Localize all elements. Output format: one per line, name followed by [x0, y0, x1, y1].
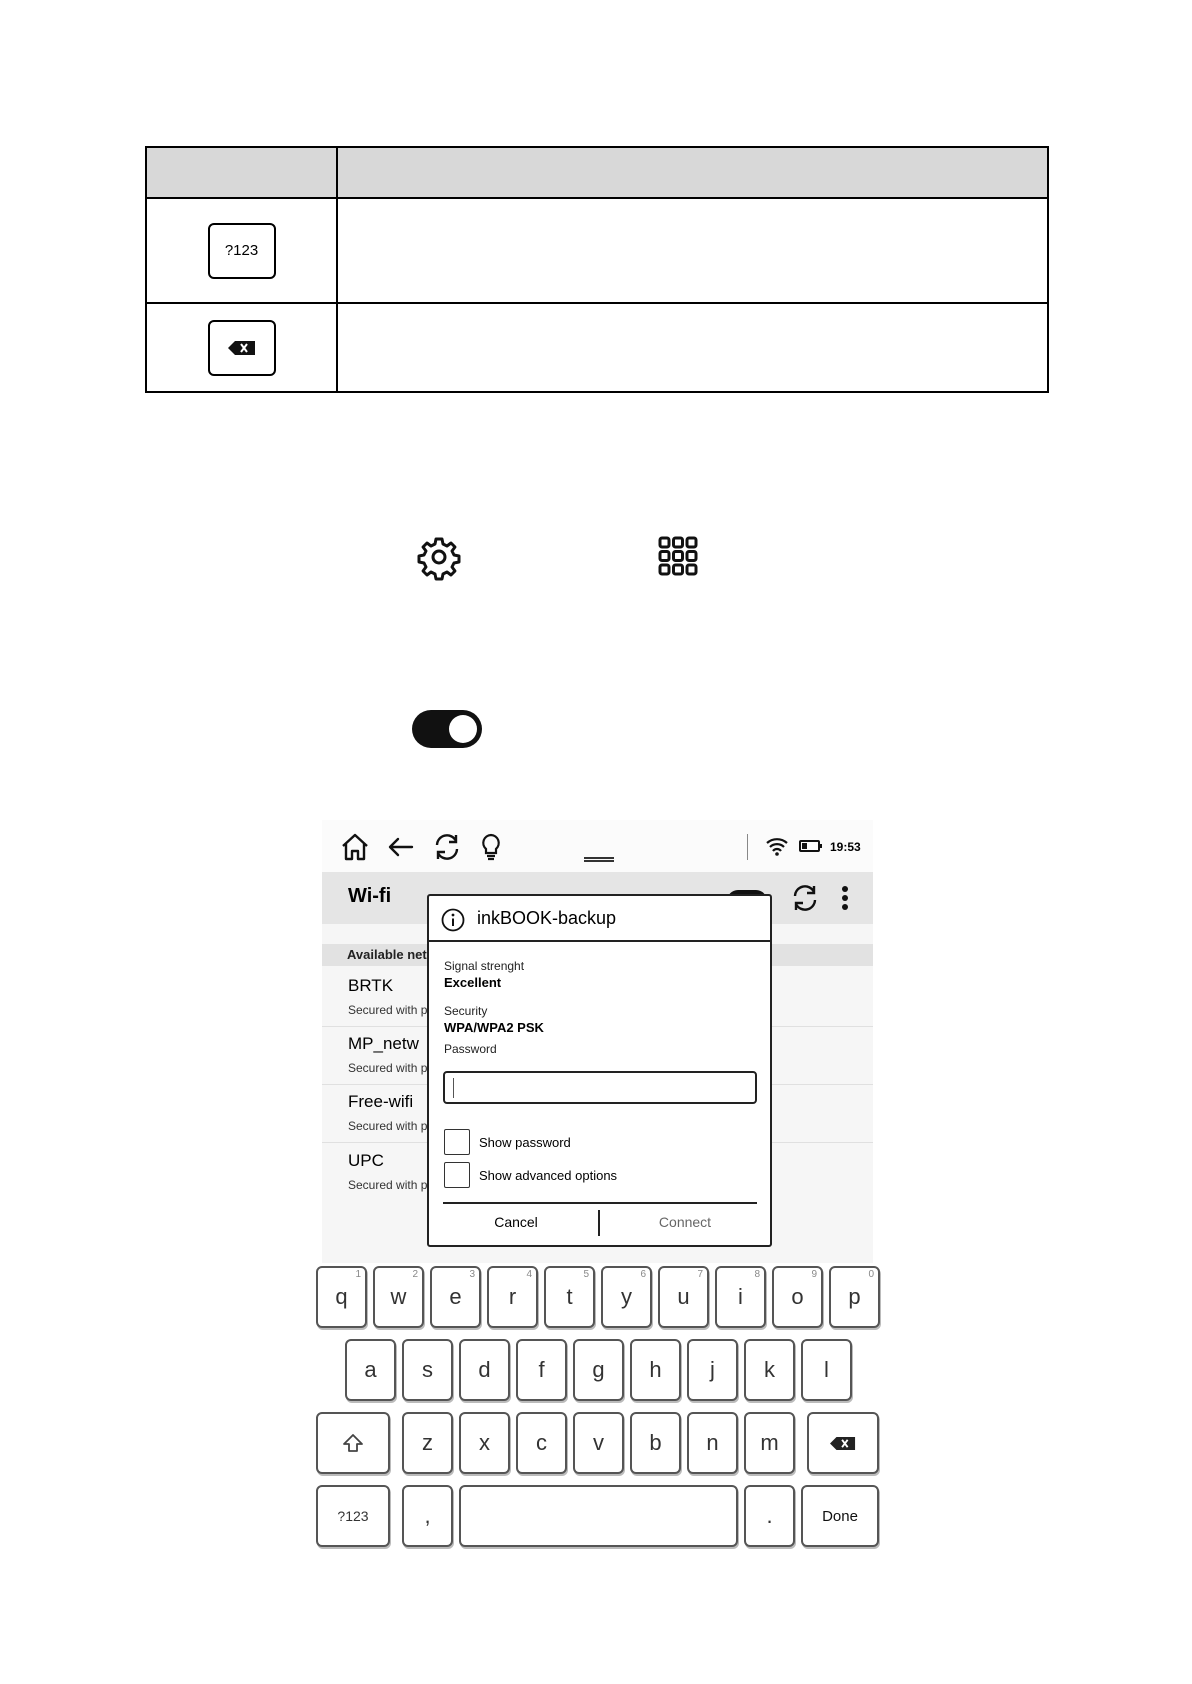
key-h[interactable]: h — [630, 1339, 681, 1401]
key-p[interactable]: p 0 — [829, 1266, 880, 1328]
key-g[interactable]: g — [573, 1339, 624, 1401]
symbols-key[interactable]: ?123 — [316, 1485, 390, 1547]
gear-icon — [418, 536, 460, 578]
network-name: UPC — [348, 1151, 384, 1170]
network-security: Secured with p — [348, 1003, 428, 1017]
more-vertical-icon[interactable] — [830, 883, 860, 913]
table-cell-description — [337, 303, 1048, 392]
app-grid-icon — [658, 536, 698, 576]
key-b[interactable]: b — [630, 1412, 681, 1474]
key-m[interactable]: m — [744, 1412, 795, 1474]
key-q[interactable]: q 1 — [316, 1266, 367, 1328]
key-c[interactable]: c — [516, 1412, 567, 1474]
table-header-row — [146, 147, 1048, 198]
network-security: Secured with p — [348, 1119, 428, 1133]
security-label: Security — [444, 1004, 488, 1018]
dialog-divider — [443, 1202, 757, 1204]
security-value: WPA/WPA2 PSK — [444, 1020, 544, 1035]
key-j[interactable]: j — [687, 1339, 738, 1401]
key-x[interactable]: x — [459, 1412, 510, 1474]
section-label: Available net — [347, 947, 427, 962]
key-u[interactable]: u 7 — [658, 1266, 709, 1328]
key-o[interactable]: o 9 — [772, 1266, 823, 1328]
network-name: MP_netw — [348, 1034, 419, 1053]
table-row — [146, 303, 1048, 392]
home-icon[interactable] — [340, 832, 370, 862]
info-icon — [441, 908, 465, 932]
key-y[interactable]: y 6 — [601, 1266, 652, 1328]
signal-label: Signal strenght — [444, 959, 525, 973]
network-security: Secured with p — [348, 1178, 428, 1192]
dialog-title: inkBOOK-backup — [477, 908, 617, 928]
key-k[interactable]: k — [744, 1339, 795, 1401]
done-key[interactable]: Done — [801, 1485, 879, 1547]
show-password-label: Show password — [479, 1135, 571, 1150]
show-password-checkbox[interactable] — [444, 1129, 470, 1155]
pull-down-handle[interactable] — [584, 857, 614, 862]
table-header-cell-description — [337, 147, 1048, 198]
table-cell-key — [146, 198, 337, 303]
show-advanced-label: Show advanced options — [479, 1168, 618, 1183]
toggle-knob — [449, 715, 477, 743]
key-reference-table — [145, 146, 1049, 393]
comma-key[interactable]: , — [402, 1485, 453, 1547]
key-n[interactable]: n — [687, 1412, 738, 1474]
key-e[interactable]: e 3 — [430, 1266, 481, 1328]
cancel-button[interactable]: Cancel — [494, 1214, 538, 1230]
connect-button[interactable]: Connect — [658, 1214, 712, 1230]
status-bar — [322, 820, 873, 872]
on-screen-keyboard — [322, 1263, 873, 1550]
password-input[interactable] — [443, 1071, 757, 1104]
backspace-key-image — [208, 320, 276, 376]
table-header-cell-key — [146, 147, 337, 198]
wifi-connect-dialog — [427, 894, 772, 1247]
lightbulb-icon[interactable] — [476, 832, 506, 862]
space-key[interactable] — [459, 1485, 738, 1547]
refresh-icon[interactable] — [432, 832, 462, 862]
refresh-icon[interactable] — [790, 883, 820, 913]
network-security: Secured with p — [348, 1061, 428, 1075]
back-arrow-icon[interactable] — [386, 832, 416, 862]
period-key[interactable]: . — [744, 1485, 795, 1547]
clock: 19:53 — [830, 840, 861, 854]
battery-icon — [799, 838, 823, 854]
key-r[interactable]: r 4 — [487, 1266, 538, 1328]
page-title: Wi-fi — [348, 885, 392, 907]
status-divider — [747, 834, 748, 860]
text-caret — [453, 1078, 454, 1098]
signal-value: Excellent — [444, 975, 502, 990]
button-separator — [598, 1210, 600, 1236]
dialog-header — [429, 896, 770, 942]
show-advanced-checkbox[interactable] — [444, 1162, 470, 1188]
key-l[interactable]: l — [801, 1339, 852, 1401]
toggle-switch-on — [412, 710, 482, 748]
wifi-icon — [765, 834, 789, 858]
key-i[interactable]: i 8 — [715, 1266, 766, 1328]
key-a[interactable]: a — [345, 1339, 396, 1401]
device-screenshot — [322, 820, 873, 1550]
backspace-key[interactable] — [807, 1412, 879, 1474]
shift-icon — [342, 1433, 364, 1453]
password-label: Password — [444, 1042, 497, 1056]
backspace-icon — [228, 341, 256, 355]
table-cell-description — [337, 198, 1048, 303]
key-v[interactable]: v — [573, 1412, 624, 1474]
symbols-key-image: ?123 — [208, 223, 276, 279]
key-z[interactable]: z — [402, 1412, 453, 1474]
network-name: Free-wifi — [348, 1092, 414, 1111]
key-t[interactable]: t 5 — [544, 1266, 595, 1328]
key-f[interactable]: f — [516, 1339, 567, 1401]
table-cell-key — [146, 303, 337, 392]
backspace-icon — [830, 1437, 856, 1450]
key-s[interactable]: s — [402, 1339, 453, 1401]
shift-key[interactable] — [316, 1412, 390, 1474]
network-name: BRTK — [348, 976, 394, 995]
table-row — [146, 198, 1048, 303]
key-w[interactable]: w 2 — [373, 1266, 424, 1328]
key-d[interactable]: d — [459, 1339, 510, 1401]
